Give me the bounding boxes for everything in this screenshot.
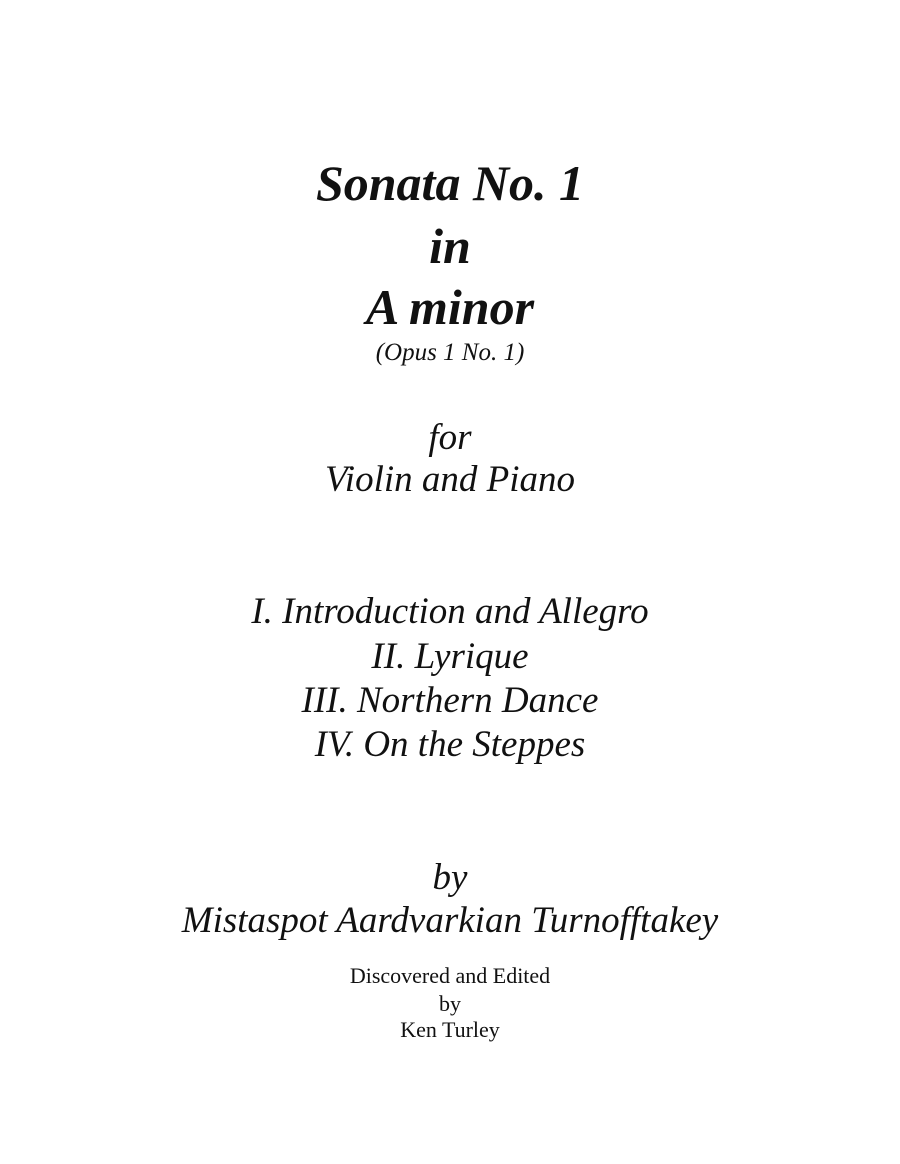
title-line-2: in xyxy=(429,218,471,274)
editor-name: Ken Turley xyxy=(400,1017,500,1042)
movement-item: I. Introduction and Allegro xyxy=(251,591,649,632)
movement-item: IV. On the Steppes xyxy=(314,724,586,765)
title-line-1: Sonata No. 1 xyxy=(315,155,585,211)
opus-number: (Opus 1 No. 1) xyxy=(375,339,525,366)
composer-name: Mistaspot Aardvarkian Turnofftakey xyxy=(181,900,719,941)
title-line-3: A minor xyxy=(365,279,535,335)
for-label: for xyxy=(428,417,472,458)
by-label: by xyxy=(432,857,468,898)
movement-item: III. Northern Dance xyxy=(301,680,599,721)
movement-item: II. Lyrique xyxy=(371,636,529,677)
editor-credit-line-1: Discovered and Edited xyxy=(349,963,551,988)
instrumentation: Violin and Piano xyxy=(324,459,576,500)
editor-credit-line-2: by xyxy=(439,991,461,1016)
